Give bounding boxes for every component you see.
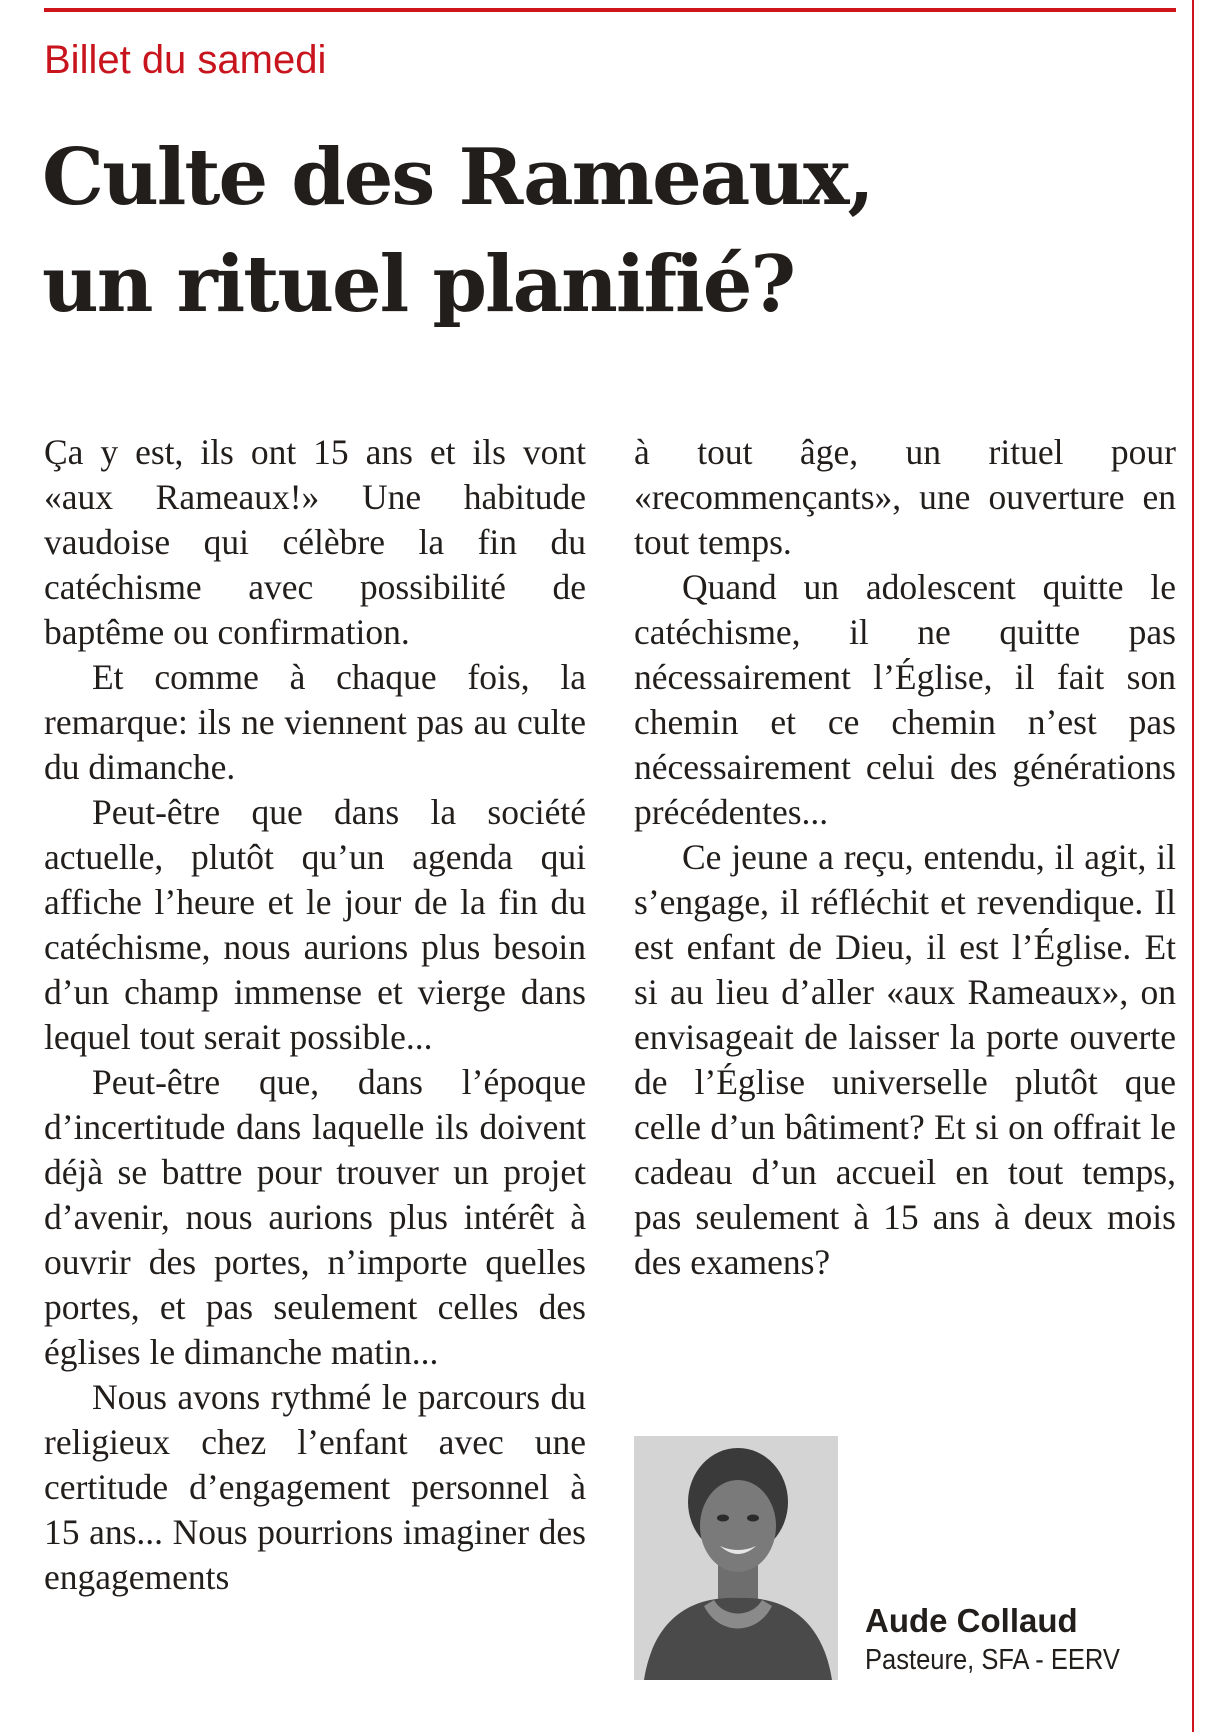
paragraph: à tout âge, un rituel pour «recommençants», une ouverture en tout temps. [634,432,1176,562]
title-line-2: un rituel planifié? [42,239,795,330]
paragraph: Quand un adolescent quitte le catéchisme, il ne quitte pas nécessairement l’Église, il fait son chemin et ce chemin n’est pas nécessairement celui des générations précédentes... [634,567,1176,832]
top-red-rule [44,8,1176,12]
paragraph: Nous avons rythmé le parcours du religieux chez l’enfant avec une certitude d’engagement personnel à 15 ans... Nous pourrions imaginer des engagements [44,1377,586,1597]
title-line-1: Culte des Rameaux, [42,132,873,223]
author-name: Aude Collaud [865,1602,1078,1639]
paragraph: Ce jeune a reçu, entendu, il agit, il s’engage, il réfléchit et revendique. Il est enfant de Dieu, il est l’Église. Et si au lieu d’aller «aux Rameaux», on envisageait de laisser la porte ouverte de l’Église universelle plutôt que celle d’un bâtiment? Et si on offrait le cadeau d’un accueil en tout temps, pas seulement à 15 ans à deux mois des examens? [634,837,1176,1282]
paragraph: Peut-être que, dans l’époque d’incertitude dans laquelle ils doivent déjà se battre pour trouver un projet d’avenir, nous aurions plus intérêt à ouvrir des portes, n’importe quelles portes, et pas seulement celles des églises le dimanche matin... [44,1062,586,1372]
article-title [42,124,1162,338]
right-red-rule [1192,0,1194,1732]
section-kicker: Billet du samedi [44,38,327,82]
body-column-right [634,430,1176,1285]
paragraph: Peut-être que dans la société actuelle, plutôt qu’un agenda qui affiche l’heure et le jour de la fin du catéchisme, nous aurions plus besoin d’un champ immense et vierge dans lequel tout serait possible... [44,792,586,1057]
author-role: Pasteure, SFA - EERV [865,1644,1120,1676]
paragraph: Ça y est, ils ont 15 ans et ils vont «aux Rameaux!» Une habitude vaudoise qui célèbre la fin du catéchisme avec possibilité de baptême ou confirmation. [44,432,586,652]
author-photo [634,1436,838,1680]
paragraph: Et comme à chaque fois, la remarque: ils ne viennent pas au culte du dimanche. [44,657,586,787]
author-credit [865,1602,1155,1680]
body-column-left [44,430,586,1600]
portrait-illustration [634,1436,838,1680]
